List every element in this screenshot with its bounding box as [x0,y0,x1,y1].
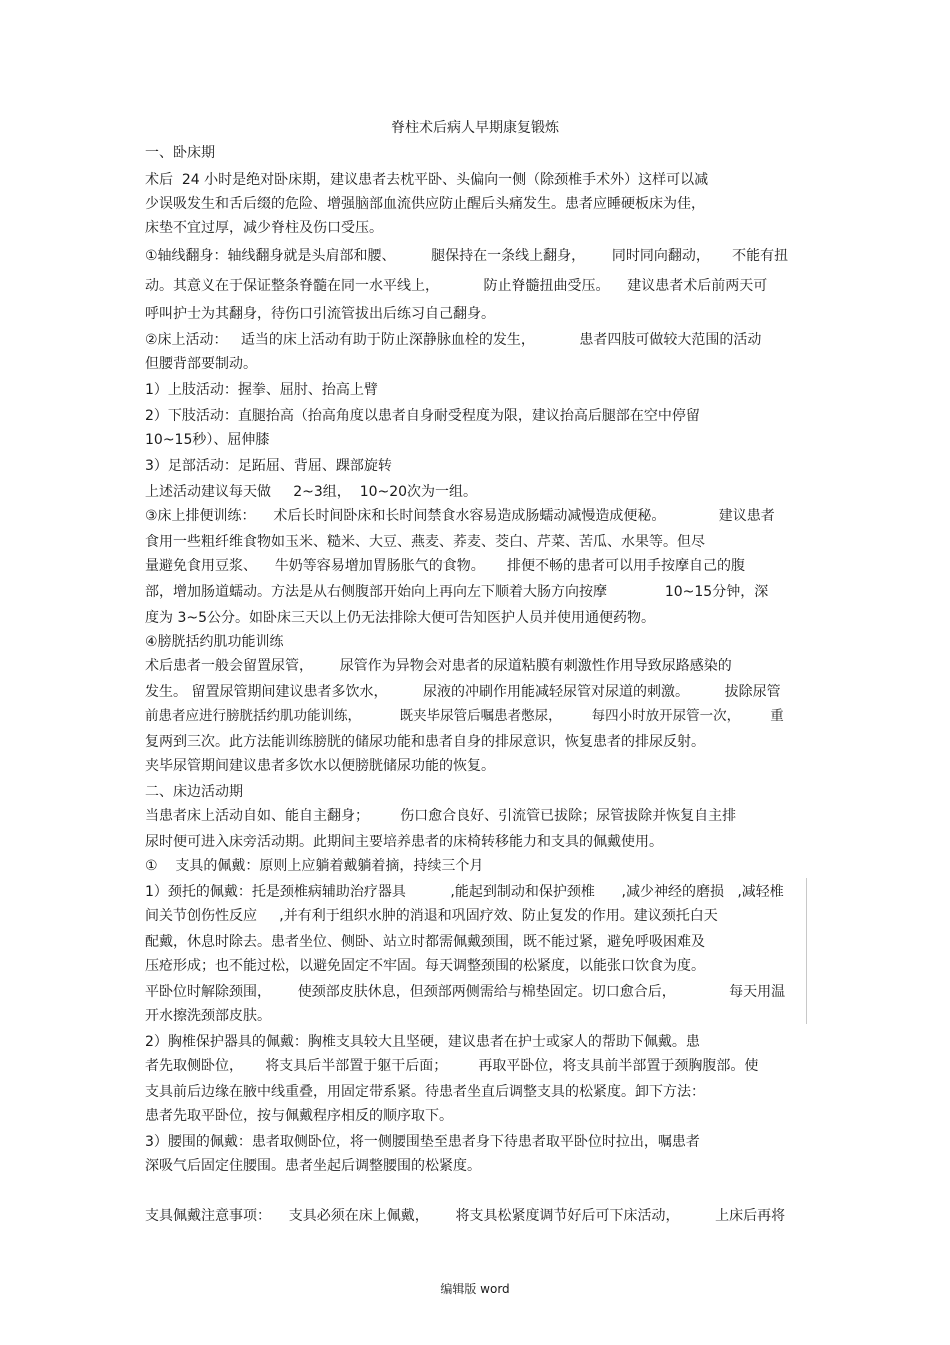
body-line: ③床上排便训练： 术后长时间卧床和长时间禁食水容易造成肠蠕动减慢造成便秘。 建议患者 [145,508,775,524]
body-line: ① 支具的佩戴：原则上应躺着戴躺着摘，持续三个月 [145,858,484,874]
body-line: ①轴线翻身：轴线翻身就是头肩部和腰、 腿保持在一条线上翻身， 同时同向翻动， 不能有扭 [145,248,789,264]
body-line: 术后 24 小时是绝对卧床期，建议患者去枕平卧、头偏向一侧（除颈椎手术外）这样可以减 [145,172,709,188]
body-line: 支具佩戴注意事项： 支具必须在床上佩戴， 将支具松紧度调节好后可下床活动， 上床后再将 [145,1208,786,1224]
body-line: 少误吸发生和舌后缀的危险、增强脑部血流供应防止醒后头痛发生。患者应睡硬板床为佳， [145,196,705,212]
body-line: 量避免食用豆浆、 牛奶等容易增加胃肠胀气的食物。 排便不畅的患者可以用手按摩自己的腹 [145,558,746,574]
body-line: ④膀胱括约肌功能训练 [145,634,284,650]
body-line: 配戴，休息时除去。患者坐位、侧卧、站立时都需佩戴颈围，既不能过紧，避免呼吸困难及 [145,934,705,950]
body-line: 当患者床上活动自如、能自主翻身； 伤口愈合良好、引流管已拔除；尿管拔除并恢复自主排 [145,808,737,824]
body-line: 3）足部活动：足跖屈、背屈、踝部旋转 [145,458,392,474]
body-line: 间关节创伤性反应 ,并有利于组织水肿的消退和巩固疗效、防止复发的作用。建议颈托白天 [145,908,718,924]
body-line: 1）上肢活动：握拳、屈肘、抬高上臂 [145,382,378,398]
body-line: 尿时便可进入床旁活动期。此期间主要培养患者的床椅转移能力和支具的佩戴使用。 [145,834,663,850]
page-footer: 编辑版 word [440,1282,510,1296]
body-line: 者先取侧卧位， 将支具后半部置于躯干后面； 再取平卧位，将支具前半部置于颈胸腹部。使 [145,1058,759,1074]
document-title: 脊柱术后病人早期康复锻炼 [391,120,559,136]
body-line: 支具前后边缘在腋中线重叠，用固定带系紧。待患者坐直后调整支具的松紧度。卸下方法： [145,1084,705,1100]
body-line: 1）颈托的佩戴：托是颈椎病辅助治疗器具 ,能起到制动和保护颈椎 ,减少神经的磨损 ,减轻椎 [145,884,784,900]
body-line: 动。其意义在于保证整条脊髓在同一水平线上， 防止脊髓扭曲受压。 建议患者术后前两天可 [145,278,768,294]
body-line: 压疮形成；也不能过松，以避免固定不牢固。每天调整颈围的松紧度，以能张口饮食为度。 [145,958,705,974]
body-line: 开水擦洗颈部皮肤。 [145,1008,271,1024]
body-line: ②床上活动： 适当的床上活动有助于防止深静脉血栓的发生， 患者四肢可做较大范围的活动 [145,332,762,348]
body-line: 食用一些粗纤维食物如玉米、糙米、大豆、燕麦、荞麦、茭白、芹菜、苦瓜、水果等。但尽 [145,534,705,550]
body-line: 床垫不宜过厚，减少脊柱及伤口受压。 [145,220,383,236]
body-line: 复两到三次。此方法能训练膀胱的储尿功能和患者自身的排尿意识，恢复患者的排尿反射。 [145,734,705,750]
body-line: 前患者应进行膀胱括约肌功能训练， 既夹毕尿管后嘱患者憋尿， 每四小时放开尿管一次， 重 [145,708,784,724]
body-line: 发生。 留置尿管期间建议患者多饮水， 尿液的冲刷作用能减轻尿管对尿道的刺激。 拔除尿管 [145,684,781,700]
body-line: 二、床边活动期 [145,784,243,800]
body-line: 一、卧床期 [145,145,215,161]
body-line: 上述活动建议每天做 2~3组， 10~20次为一组。 [145,484,478,500]
body-line: 术后患者一般会留置尿管， 尿管作为异物会对患者的尿道粘膜有刺激性作用导致尿路感染的 [145,658,732,674]
body-line: 深吸气后固定住腰围。患者坐起后调整腰围的松紧度。 [145,1158,481,1174]
body-line: 3）腰围的佩戴：患者取侧卧位，将一侧腰围垫至患者身下待患者取平卧位时拉出，嘱患者 [145,1134,700,1150]
body-line: 平卧位时解除颈围， 使颈部皮肤休息，但颈部两侧需给与棉垫固定。切口愈合后， 每天用温 [145,984,786,1000]
body-line: 部，增加肠道蠕动。方法是从右侧腹部开始向上再向左下顺着大肠方向按摩 10~15分钟，深 [145,584,769,600]
body-line: 度为 3~5公分。如卧床三天以上仍无法排除大便可告知医护人员并使用通便药物。 [145,610,655,626]
body-line: 2）下肢活动：直腿抬高（抬高角度以患者自身耐受程度为限，建议抬高后腿部在空中停留 [145,408,700,424]
body-line: 患者先取平卧位，按与佩戴程序相反的顺序取下。 [145,1108,453,1124]
body-line: 10~15秒）、屈伸膝 [145,432,270,448]
body-line: 但腰背部要制动。 [145,356,257,372]
body-line: 夹毕尿管期间建议患者多饮水以便膀胱储尿功能的恢复。 [145,758,495,774]
margin-rule [806,878,807,1024]
body-line: 2）胸椎保护器具的佩戴：胸椎支具较大且坚硬，建议患者在护士或家人的帮助下佩戴。患 [145,1034,700,1050]
body-line: 呼叫护士为其翻身，待伤口引流管拔出后练习自己翻身。 [145,306,495,322]
